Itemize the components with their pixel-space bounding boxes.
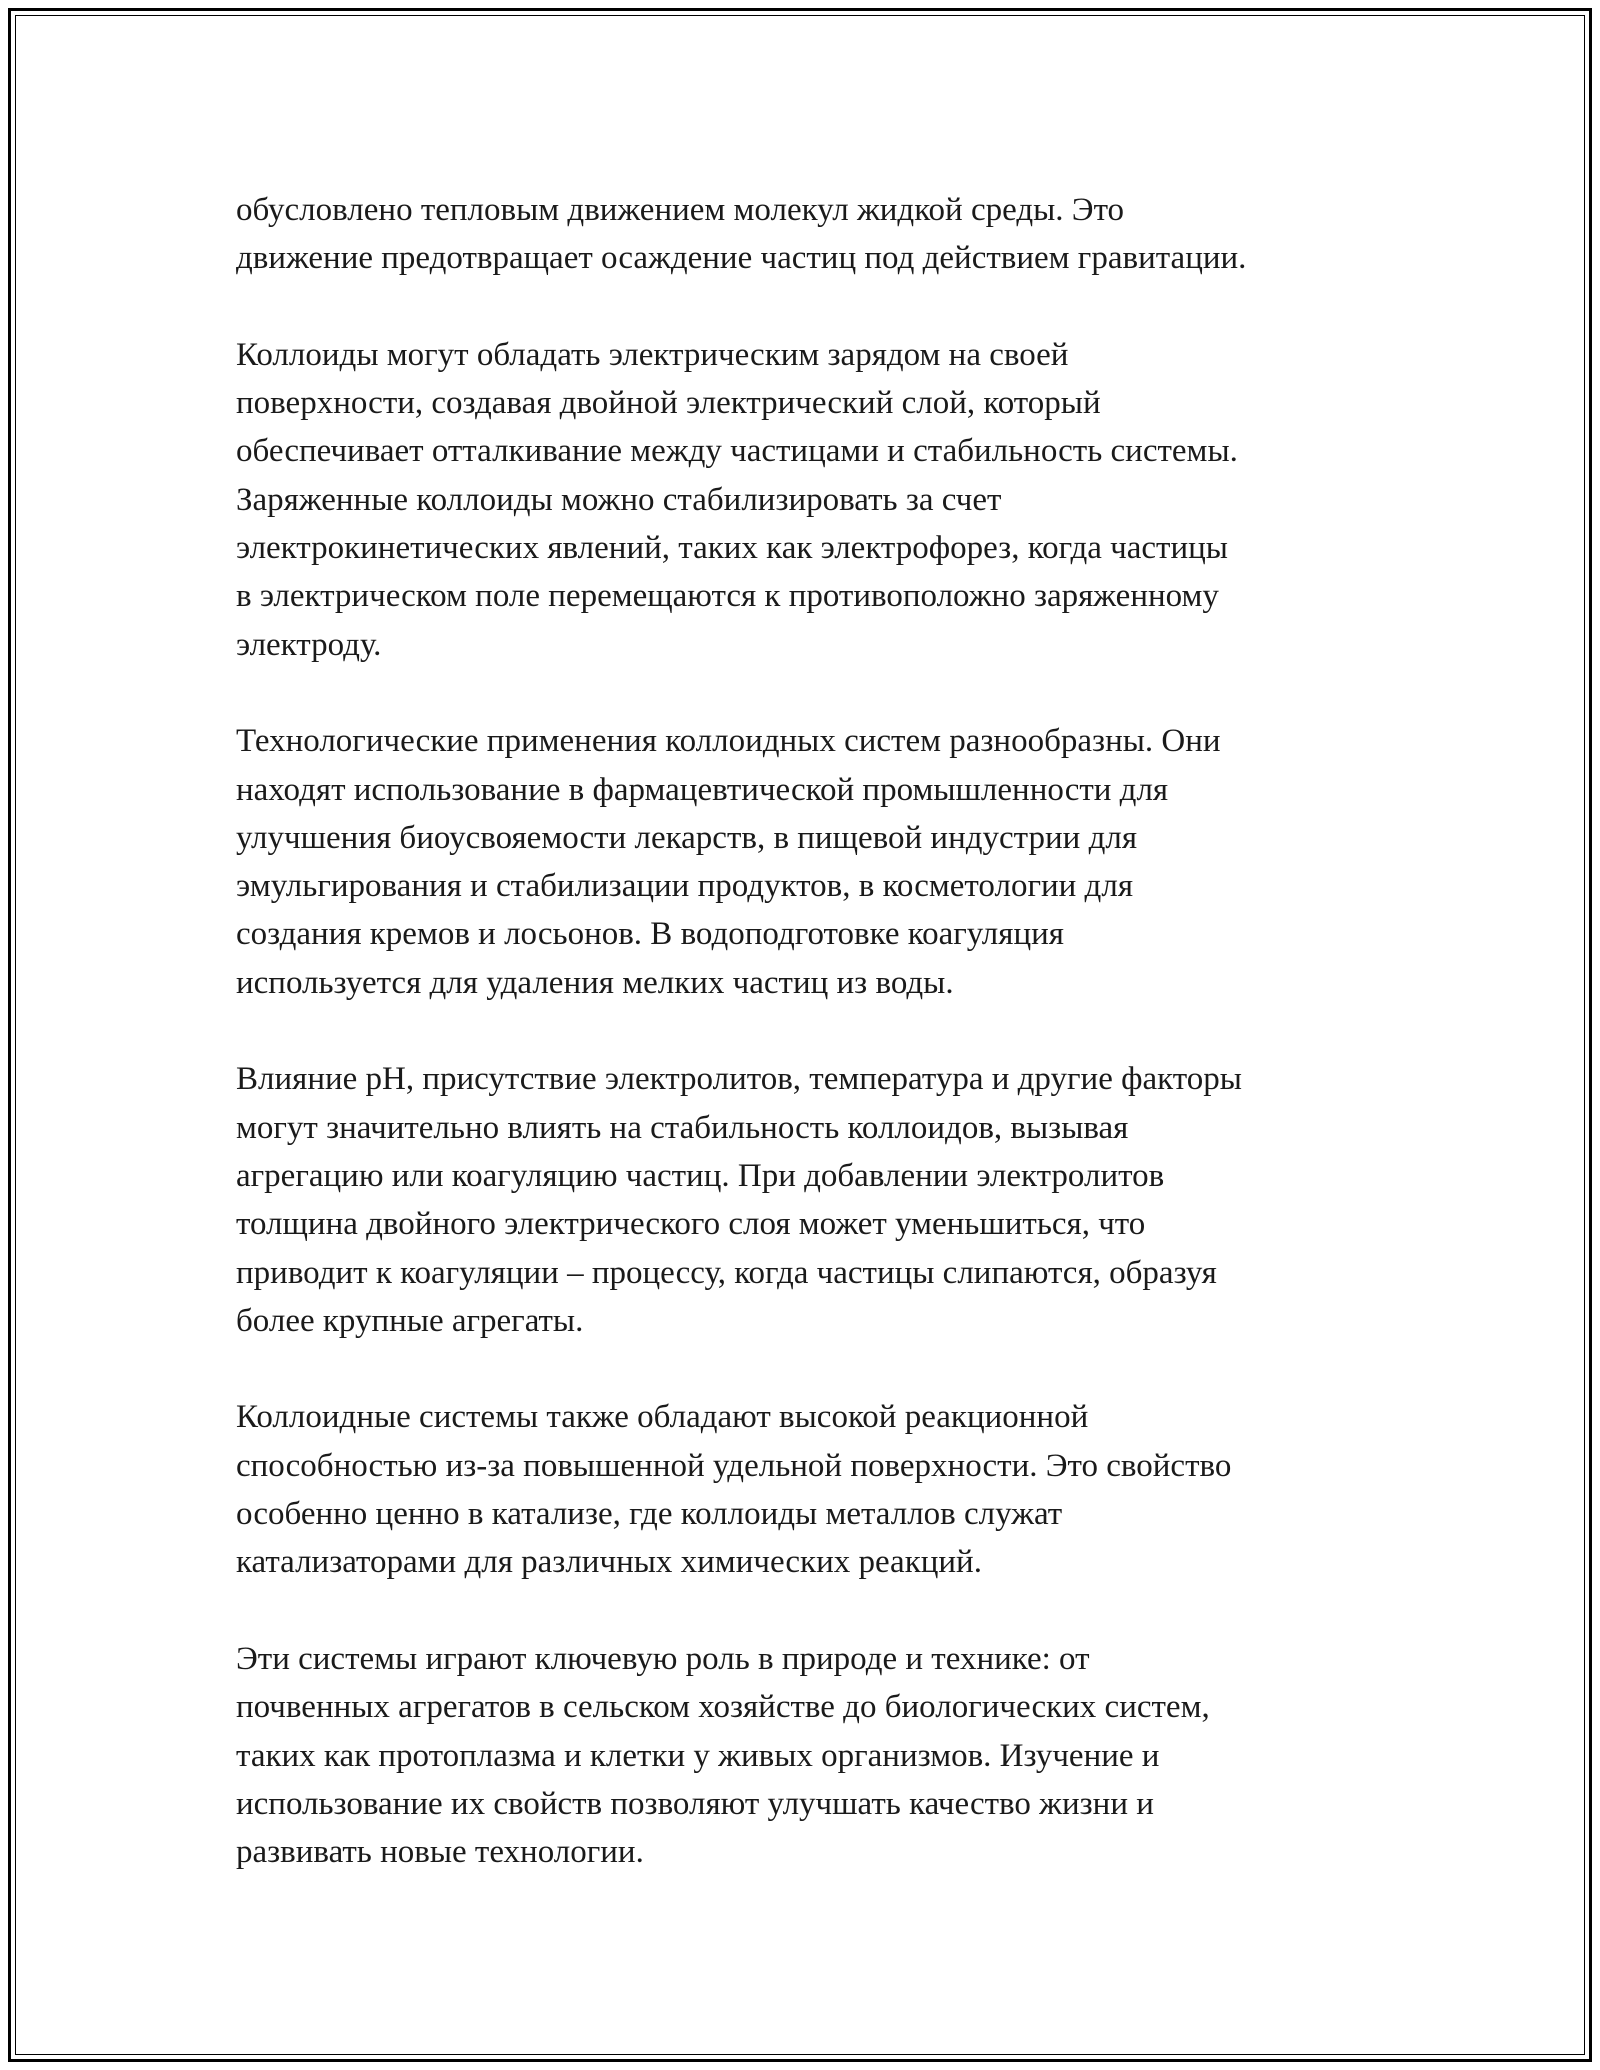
paragraph-stability-factors: Влияние pH, присутствие электролитов, температура и другие факторы могут значительно влиять на стабильность коллоидов, вызывая агрегацию или коагуляцию частиц. При добавлении электролитов толщина двойного электрического слоя может уменьшиться, что приводит к коагуляции – процессу, когда частицы слипаются, образуя более крупные агрегаты. (236, 1061, 1242, 1339)
paragraph-electric-charge: Коллоиды могут обладать электрическим зарядом на своей поверхности, создавая двойной электрический слой, который обеспечивает отталкивание между частицами и стабильность системы. Заряженные коллоиды можно стабилизировать за счет электрокинетических явлений, таких как электрофорез, когда частицы в электрическом поле перемещаются к противоположно заряженному электроду. (236, 336, 1238, 663)
paragraph-reactivity: Коллоидные системы также обладают высокой реакционной способностью из-за повышенной удельной поверхности. Это свойство особенно ценно в катализе, где коллоиды металлов служат катализаторами для различных химических реакций. (236, 1399, 1232, 1581)
document-body (236, 186, 1376, 1925)
paragraph-brownian-motion: обусловлено тепловым движением молекул жидкой среды. Это движение предотвращает осаждение частиц под действием гравитации. (236, 192, 1247, 277)
paragraph-applications: Технологические применения коллоидных систем разнообразны. Они находят использование в фармацевтической промышленности для улучшения биоусвояемости лекарств, в пищевой индустрии для эмульгирования и стабилизации продуктов, в косметологии для создания кремов и лосьонов. В водоподготовке коагуляция используется для удаления мелких частиц из воды. (236, 723, 1221, 1001)
paragraph-conclusion: Эти системы играют ключевую роль в природе и технике: от почвенных агрегатов в сельском хозяйстве до биологических систем, таких как протоплазма и клетки у живых организмов. Изучение и использование их свойств позволяют улучшать качество жизни и развивать новые технологии. (236, 1640, 1210, 1871)
